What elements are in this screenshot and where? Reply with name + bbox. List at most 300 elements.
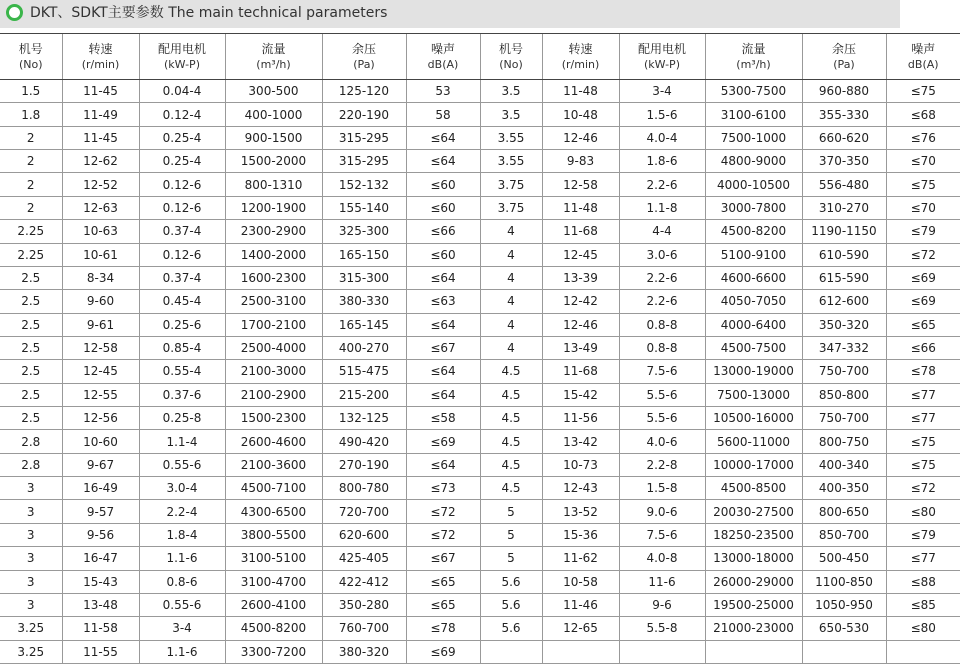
table-cell: 11-55	[62, 640, 139, 663]
column-header-unit: (kW-P)	[140, 57, 225, 72]
table-cell: 0.04-4	[139, 80, 225, 103]
table-cell: 3	[0, 523, 62, 546]
table-cell: 4.5	[480, 383, 542, 406]
table-row	[0, 617, 960, 640]
table-row	[0, 220, 960, 243]
table-cell: ≤80	[886, 500, 960, 523]
table-cell	[705, 640, 802, 663]
table-cell: 2	[0, 126, 62, 149]
table-cell: 500-450	[802, 547, 886, 570]
table-cell: 53	[406, 80, 480, 103]
table-row	[0, 383, 960, 406]
table-cell: 3.75	[480, 173, 542, 196]
table-cell: 4000-6400	[705, 313, 802, 336]
column-header-label: 配用电机	[638, 42, 686, 56]
table-cell: 4	[480, 243, 542, 266]
table-cell: 12-65	[542, 617, 619, 640]
table-cell: 13000-18000	[705, 547, 802, 570]
table-cell: 0.37-6	[139, 383, 225, 406]
table-cell: 2	[0, 196, 62, 219]
table-cell: 12-52	[62, 173, 139, 196]
column-header	[705, 34, 802, 80]
table-cell: ≤77	[886, 383, 960, 406]
table-cell: ≤64	[406, 453, 480, 476]
table-cell: 18250-23500	[705, 523, 802, 546]
table-cell: 650-530	[802, 617, 886, 640]
table-cell: 422-412	[322, 570, 406, 593]
table-cell: 610-590	[802, 243, 886, 266]
table-cell	[886, 640, 960, 663]
table-cell: 960-880	[802, 80, 886, 103]
table-cell: 900-1500	[225, 126, 322, 149]
table-cell: 1.8-4	[139, 523, 225, 546]
table-cell: 2.5	[0, 266, 62, 289]
table-cell: 400-270	[322, 336, 406, 359]
column-header-label: 转速	[568, 42, 592, 56]
table-cell: 4.0-8	[619, 547, 705, 570]
table-cell: 620-600	[322, 523, 406, 546]
table-cell: 215-200	[322, 383, 406, 406]
table-body	[0, 80, 960, 664]
table-cell: 12-43	[542, 477, 619, 500]
table-cell: 800-750	[802, 430, 886, 453]
table-cell: 11-58	[62, 617, 139, 640]
column-header-unit: (Pa)	[803, 57, 886, 72]
table-cell: 615-590	[802, 266, 886, 289]
table-cell: ≤63	[406, 290, 480, 313]
table-cell: 7.5-6	[619, 523, 705, 546]
table-row	[0, 266, 960, 289]
table-cell: 2500-4000	[225, 336, 322, 359]
table-cell: 12-58	[62, 336, 139, 359]
column-header-label: 余压	[352, 42, 376, 56]
table-cell: 0.25-8	[139, 407, 225, 430]
table-cell: 13-48	[62, 593, 139, 616]
table-row	[0, 80, 960, 103]
table-cell: 0.55-6	[139, 593, 225, 616]
table-cell: 4.5	[480, 360, 542, 383]
table-cell: 10-73	[542, 453, 619, 476]
title-chinese: DKT、SDKT主要参数	[30, 5, 164, 21]
table-cell: ≤75	[886, 80, 960, 103]
table-cell: 152-132	[322, 173, 406, 196]
table-row	[0, 360, 960, 383]
table-cell: 3	[0, 593, 62, 616]
table-cell: ≤65	[886, 313, 960, 336]
table-cell: 4.5	[480, 477, 542, 500]
circle-icon	[6, 4, 23, 21]
table-cell: 9-6	[619, 593, 705, 616]
table-cell: 2100-3000	[225, 360, 322, 383]
table-cell: 11-45	[62, 126, 139, 149]
column-header-unit: (No)	[0, 57, 62, 72]
table-cell: 5600-11000	[705, 430, 802, 453]
table-cell: 4.0-6	[619, 430, 705, 453]
table-cell: ≤88	[886, 570, 960, 593]
table-cell: 11-48	[542, 80, 619, 103]
table-cell: 380-330	[322, 290, 406, 313]
table-cell: 0.12-6	[139, 243, 225, 266]
table-cell: 13-39	[542, 266, 619, 289]
table-row	[0, 196, 960, 219]
table-cell: 1500-2300	[225, 407, 322, 430]
table-cell: ≤73	[406, 477, 480, 500]
table-cell: 3.55	[480, 126, 542, 149]
table-cell: 4	[480, 313, 542, 336]
header-row	[0, 34, 960, 80]
table-cell: ≤64	[406, 266, 480, 289]
table-cell: 2.5	[0, 336, 62, 359]
table-cell: 400-340	[802, 453, 886, 476]
table-cell: 1400-2000	[225, 243, 322, 266]
column-header-label: 余压	[832, 42, 856, 56]
table-cell: 15-36	[542, 523, 619, 546]
table-cell: ≤66	[886, 336, 960, 359]
table-cell: 0.25-4	[139, 126, 225, 149]
table-cell: 3000-7800	[705, 196, 802, 219]
table-cell: 2.2-4	[139, 500, 225, 523]
table-cell: 11-46	[542, 593, 619, 616]
table-cell: 4500-8500	[705, 477, 802, 500]
table-cell: 5.5-6	[619, 407, 705, 430]
table-cell: 5.6	[480, 617, 542, 640]
table-cell	[619, 640, 705, 663]
table-cell: 400-1000	[225, 103, 322, 126]
table-cell: 4-4	[619, 220, 705, 243]
column-header	[139, 34, 225, 80]
table-row	[0, 640, 960, 663]
title-english: The main technical parameters	[168, 5, 387, 21]
table-cell: ≤78	[886, 360, 960, 383]
table-row	[0, 453, 960, 476]
table-cell: 0.8-8	[619, 336, 705, 359]
table-cell: 3300-7200	[225, 640, 322, 663]
column-header-unit: (m³/h)	[226, 57, 322, 72]
table-cell: 750-700	[802, 407, 886, 430]
table-cell: 310-270	[802, 196, 886, 219]
table-cell: ≤58	[406, 407, 480, 430]
table-cell: 2.2-6	[619, 173, 705, 196]
table-cell: 15-42	[542, 383, 619, 406]
table-cell: 26000-29000	[705, 570, 802, 593]
table-cell: 750-700	[802, 360, 886, 383]
table-cell: 1600-2300	[225, 266, 322, 289]
table-cell: ≤64	[406, 126, 480, 149]
table-cell: 0.37-4	[139, 220, 225, 243]
table-cell: 2	[0, 173, 62, 196]
table-cell: 16-49	[62, 477, 139, 500]
column-header	[886, 34, 960, 80]
column-header	[322, 34, 406, 80]
column-header-unit: dB(A)	[407, 57, 480, 72]
table-cell: 3	[0, 477, 62, 500]
table-row	[0, 570, 960, 593]
table-cell: 315-295	[322, 150, 406, 173]
table-cell: 5	[480, 547, 542, 570]
table-cell: 660-620	[802, 126, 886, 149]
table-cell: 58	[406, 103, 480, 126]
table-cell: ≤64	[406, 360, 480, 383]
table-cell: 3100-6100	[705, 103, 802, 126]
table-cell: ≤75	[886, 430, 960, 453]
table-cell: 9-57	[62, 500, 139, 523]
table-row	[0, 313, 960, 336]
table-cell: 370-350	[802, 150, 886, 173]
table-cell: 4800-9000	[705, 150, 802, 173]
table-cell: 515-475	[322, 360, 406, 383]
section-header	[0, 0, 900, 28]
table-cell: 12-46	[542, 313, 619, 336]
table-cell: ≤70	[886, 196, 960, 219]
table-row	[0, 547, 960, 570]
column-header-label: 噪声	[431, 42, 455, 56]
table-cell: 325-300	[322, 220, 406, 243]
table-cell: 5	[480, 500, 542, 523]
table-row	[0, 126, 960, 149]
column-header-unit: (m³/h)	[706, 57, 802, 72]
table-cell: 10000-17000	[705, 453, 802, 476]
table-cell: 4.5	[480, 430, 542, 453]
table-cell: ≤76	[886, 126, 960, 149]
table-cell: 2.8	[0, 453, 62, 476]
table-cell: 1700-2100	[225, 313, 322, 336]
table-cell: 12-55	[62, 383, 139, 406]
table-cell: ≤80	[886, 617, 960, 640]
table-cell: 0.12-4	[139, 103, 225, 126]
table-cell: 5100-9100	[705, 243, 802, 266]
table-cell: ≤67	[406, 336, 480, 359]
table-cell: 2600-4100	[225, 593, 322, 616]
table-cell: 3-4	[139, 617, 225, 640]
table-cell: 9-61	[62, 313, 139, 336]
table-cell: 8-34	[62, 266, 139, 289]
table-cell: 9-56	[62, 523, 139, 546]
table-cell: 10-61	[62, 243, 139, 266]
table-cell: 425-405	[322, 547, 406, 570]
column-header-label: 机号	[499, 42, 523, 56]
table-cell: 1200-1900	[225, 196, 322, 219]
table-cell: 850-700	[802, 523, 886, 546]
table-cell: 400-350	[802, 477, 886, 500]
table-cell: 165-145	[322, 313, 406, 336]
table-cell: ≤64	[406, 150, 480, 173]
table-cell: 19500-25000	[705, 593, 802, 616]
table-cell: 3	[0, 547, 62, 570]
column-header	[619, 34, 705, 80]
table-cell: 1.1-6	[139, 547, 225, 570]
table-cell: ≤65	[406, 593, 480, 616]
table-cell: 10-58	[542, 570, 619, 593]
table-cell: 5	[480, 523, 542, 546]
table-cell: 4500-7500	[705, 336, 802, 359]
table-row	[0, 336, 960, 359]
table-cell: 12-56	[62, 407, 139, 430]
table-cell: 5.6	[480, 570, 542, 593]
table-row	[0, 173, 960, 196]
table-cell: 3	[0, 500, 62, 523]
table-cell: 20030-27500	[705, 500, 802, 523]
column-header-unit: (kW-P)	[620, 57, 705, 72]
column-header-unit: dB(A)	[887, 57, 960, 72]
table-cell: 7.5-6	[619, 360, 705, 383]
table-cell: 4600-6600	[705, 266, 802, 289]
table-row	[0, 150, 960, 173]
table-cell: 4.5	[480, 407, 542, 430]
table-cell: 5.5-8	[619, 617, 705, 640]
table-cell: 1.1-8	[619, 196, 705, 219]
table-cell: 556-480	[802, 173, 886, 196]
table-cell: 4.0-4	[619, 126, 705, 149]
table-row	[0, 500, 960, 523]
column-header	[406, 34, 480, 80]
table-cell: 2500-3100	[225, 290, 322, 313]
table-cell: ≤60	[406, 173, 480, 196]
table-cell: 2.2-6	[619, 266, 705, 289]
table-cell: 4050-7050	[705, 290, 802, 313]
table-cell: ≤64	[406, 313, 480, 336]
table-cell: 5.6	[480, 593, 542, 616]
table-cell: 2.5	[0, 407, 62, 430]
table-cell: 11-68	[542, 220, 619, 243]
table-cell: 1.1-6	[139, 640, 225, 663]
table-cell: 12-42	[542, 290, 619, 313]
table-cell: 11-62	[542, 547, 619, 570]
table-cell: ≤77	[886, 407, 960, 430]
table-cell: 612-600	[802, 290, 886, 313]
table-cell: 1.8	[0, 103, 62, 126]
table-cell: 4500-8200	[225, 617, 322, 640]
table-cell: 4.5	[480, 453, 542, 476]
table-cell: 220-190	[322, 103, 406, 126]
column-header-label: 流量	[261, 42, 285, 56]
table-cell	[480, 640, 542, 663]
table-cell: ≤65	[406, 570, 480, 593]
table-row	[0, 593, 960, 616]
table-cell: 2	[0, 150, 62, 173]
table-cell: 2.25	[0, 220, 62, 243]
table-cell: 10-63	[62, 220, 139, 243]
column-header-unit: (r/min)	[543, 57, 619, 72]
table-cell: 720-700	[322, 500, 406, 523]
table-row	[0, 407, 960, 430]
table-cell: 12-46	[542, 126, 619, 149]
column-header	[225, 34, 322, 80]
table-cell: ≤69	[886, 290, 960, 313]
table-cell: 300-500	[225, 80, 322, 103]
table-cell: 1050-950	[802, 593, 886, 616]
table-cell: 12-45	[542, 243, 619, 266]
table-cell: 347-332	[802, 336, 886, 359]
table-cell: 7500-1000	[705, 126, 802, 149]
table-cell: ≤75	[886, 173, 960, 196]
table-cell: 0.25-6	[139, 313, 225, 336]
table-cell: 132-125	[322, 407, 406, 430]
table-cell: 0.8-8	[619, 313, 705, 336]
table-cell: ≤69	[406, 430, 480, 453]
table-cell: ≤64	[406, 383, 480, 406]
table-cell: 3	[0, 570, 62, 593]
table-cell: ≤79	[886, 220, 960, 243]
table-cell: 3.0-6	[619, 243, 705, 266]
table-cell: ≤72	[406, 500, 480, 523]
table-cell: 3800-5500	[225, 523, 322, 546]
table-cell: 125-120	[322, 80, 406, 103]
table-cell: 11-48	[542, 196, 619, 219]
table-cell: 13-49	[542, 336, 619, 359]
table-cell: 10500-16000	[705, 407, 802, 430]
table-cell: 3100-5100	[225, 547, 322, 570]
table-cell: 850-800	[802, 383, 886, 406]
table-cell: 2600-4600	[225, 430, 322, 453]
table-cell: ≤75	[886, 453, 960, 476]
table-cell: 490-420	[322, 430, 406, 453]
table-cell: 0.8-6	[139, 570, 225, 593]
table-row	[0, 290, 960, 313]
table-cell: 13-52	[542, 500, 619, 523]
column-header	[802, 34, 886, 80]
table-cell: ≤66	[406, 220, 480, 243]
table-cell: 0.37-4	[139, 266, 225, 289]
table-cell: 9-60	[62, 290, 139, 313]
table-cell: 15-43	[62, 570, 139, 593]
table-cell: 16-47	[62, 547, 139, 570]
table-cell: 0.45-4	[139, 290, 225, 313]
table-cell: 2300-2900	[225, 220, 322, 243]
table-cell: 315-295	[322, 126, 406, 149]
table-cell: 12-63	[62, 196, 139, 219]
table-cell: 2.2-6	[619, 290, 705, 313]
table-cell: ≤79	[886, 523, 960, 546]
table-cell: 1.5-6	[619, 103, 705, 126]
table-cell: 1190-1150	[802, 220, 886, 243]
table-cell: 270-190	[322, 453, 406, 476]
table-cell: ≤72	[886, 243, 960, 266]
table-cell: 4300-6500	[225, 500, 322, 523]
table-row	[0, 477, 960, 500]
table-cell: 12-45	[62, 360, 139, 383]
table-cell: 760-700	[322, 617, 406, 640]
table-cell: ≤69	[406, 640, 480, 663]
table-cell: 5.5-6	[619, 383, 705, 406]
table-cell: 1500-2000	[225, 150, 322, 173]
table-cell: 11-6	[619, 570, 705, 593]
table-cell: 4	[480, 266, 542, 289]
table-cell: 4000-10500	[705, 173, 802, 196]
table-cell: 11-56	[542, 407, 619, 430]
table-cell: 4	[480, 220, 542, 243]
column-header-label: 噪声	[911, 42, 935, 56]
column-header-unit: (r/min)	[63, 57, 139, 72]
table-cell: ≤85	[886, 593, 960, 616]
column-header	[542, 34, 619, 80]
table-cell: 0.25-4	[139, 150, 225, 173]
table-cell: 2.2-8	[619, 453, 705, 476]
table-cell: ≤60	[406, 196, 480, 219]
table-cell: ≤72	[886, 477, 960, 500]
column-header-label: 机号	[19, 42, 43, 56]
table-cell: 10-48	[542, 103, 619, 126]
table-cell: ≤60	[406, 243, 480, 266]
table-cell: ≤68	[886, 103, 960, 126]
table-cell: 2.5	[0, 360, 62, 383]
table-cell: 0.85-4	[139, 336, 225, 359]
table-cell: 800-650	[802, 500, 886, 523]
table-row	[0, 103, 960, 126]
table-cell: 315-300	[322, 266, 406, 289]
table-cell: 11-49	[62, 103, 139, 126]
table-cell: 13-42	[542, 430, 619, 453]
column-header-unit: (No)	[481, 57, 542, 72]
